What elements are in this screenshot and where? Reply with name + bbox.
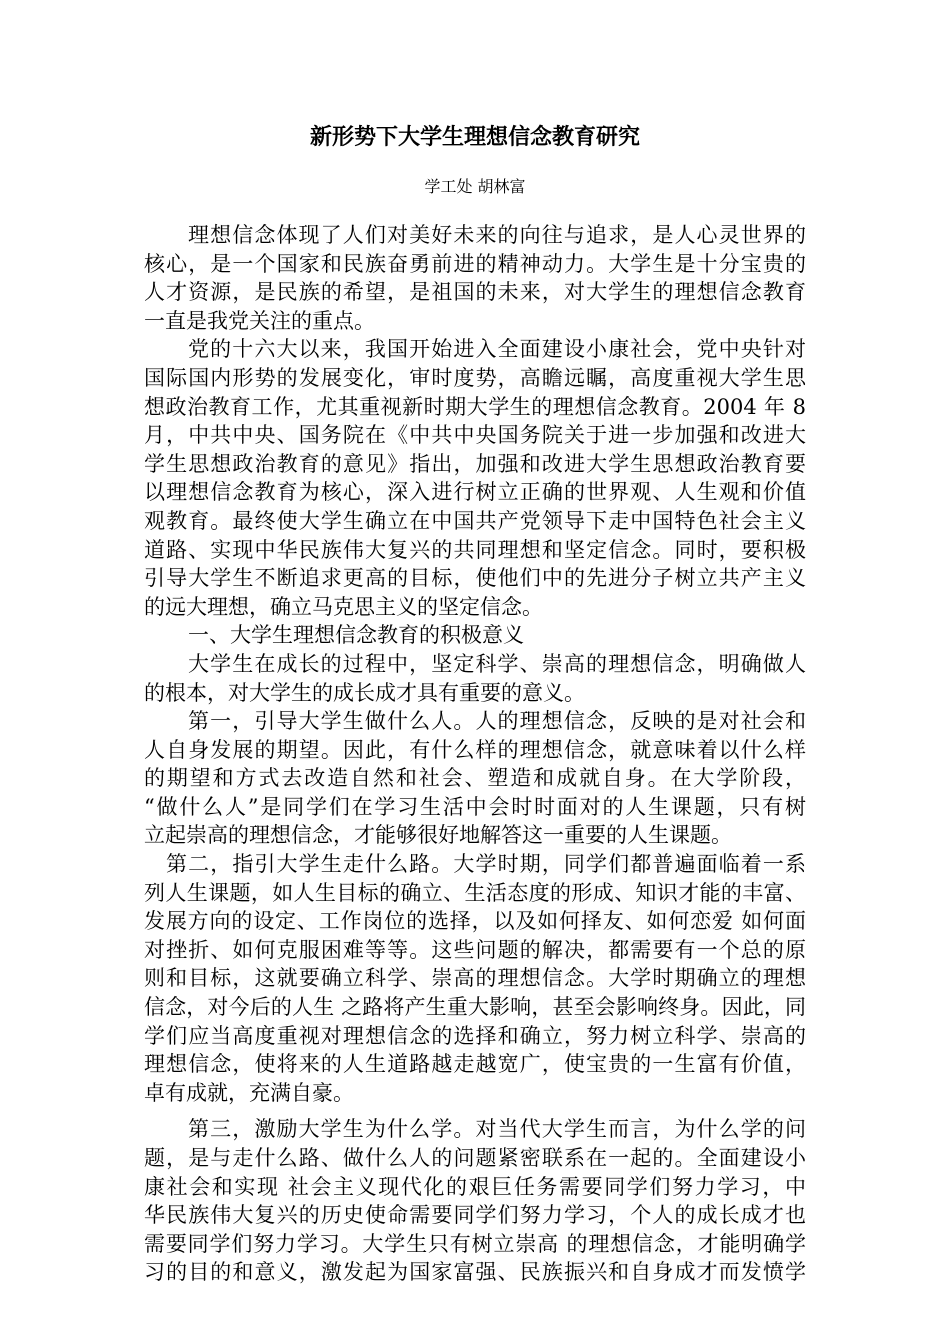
document-title: 新形势下大学生理想信念教育研究 [309, 124, 640, 150]
paragraph-gap [144, 1107, 806, 1115]
text-line: 卓有成就，充满自豪。 [144, 1080, 354, 1105]
text-line: 发展方向的设定、工作岗位的选择，以及如何择友、如何恋爱 如何面 [144, 909, 806, 934]
text-line: 第三，激励大学生为什么学。对当代大学生而言，为什么学的问 [188, 1117, 806, 1142]
text-line: 的期望和方式去改造自然和社会、塑造和成就自身。在大学阶段， [144, 766, 806, 791]
text-line: 华民族伟大复兴的历史使命需要同学们努力学习，个人的成长成才也 [144, 1203, 806, 1228]
text-line: “做什么人”是同学们在学习生活中会时时面对的人生课题，只有树 [144, 794, 806, 819]
text-line: 想政治教育工作，尤其重视新时期大学生的理想信念教育。2004 年 8 [144, 394, 806, 419]
text-line: 大学生在成长的过程中，坚定科学、崇高的理想信念，明确做人 [188, 651, 806, 676]
text-line: 列人生课题，如人生目标的确立、生活态度的形成、知识才能的丰富、 [144, 880, 806, 905]
text-line: 一直是我党关注的重点。 [144, 308, 375, 333]
text-line: 国际国内形势的发展变化，审时度势，高瞻远瞩，高度重视大学生思 [144, 365, 806, 390]
text-line: 学们应当高度重视对理想信念的选择和确立，努力树立科学、崇高的 [144, 1023, 806, 1048]
text-line: 道路、实现中华民族伟大复兴的共同理想和坚定信念。同时，要积极 [144, 537, 806, 562]
text-line: 的远大理想，确立马克思主义的坚定信念。 [144, 594, 543, 619]
text-line: 月，中共中央、国务院在《中共中央国务院关于进一步加强和改进大 [144, 423, 806, 448]
document-author: 学工处 胡林富 [424, 177, 526, 196]
text-line: 理想信念体现了人们对美好未来的向往与追求，是人心灵世界的 [188, 223, 806, 247]
text-line: 立起崇高的理想信念，才能够很好地解答这一重要的人生课题。 [144, 823, 732, 848]
text-line: 学生思想政治教育的意见》指出，加强和改进大学生思想政治教育要 [144, 451, 806, 476]
text-line: 观教育。最终使大学生确立在中国共产党领导下走中国特色社会主义 [144, 508, 806, 533]
text-line: 需要同学们努力学习。大学生只有树立崇高 的理想信念，才能明确学 [144, 1231, 806, 1256]
text-line: 题，是与走什么路、做什么人的问题紧密联系在一起的。全面建设小 [144, 1146, 806, 1170]
document-body [144, 221, 806, 1287]
text-line: 信念，对今后的人生 之路将产生重大影响，甚至会影响终身。因此，同 [144, 995, 806, 1020]
text-line: 核心，是一个国家和民族奋勇前进的精神动力。大学生是十分宝贵的 [144, 251, 806, 276]
text-line: 党的十六大以来，我国开始进入全面建设小康社会，党中央针对 [188, 337, 806, 362]
section-heading: 一、大学生理想信念教育的积极意义 [188, 623, 524, 648]
text-line: 对挫折、如何克服困难等等。这些问题的解决，都需要有一个总的原 [144, 937, 806, 962]
text-line: 的根本，对大学生的成长成才具有重要的意义。 [144, 680, 585, 705]
text-line: 理想信念，使将来的人生道路越走越宽广，使宝贵的一生富有价值， [144, 1052, 806, 1077]
text-line: 引导大学生不断追求更高的目标，使他们中的先进分子树立共产主义 [144, 566, 806, 591]
text-line: 第二，指引大学生走什么路。大学时期，同学们都普遍面临着一系 [166, 852, 806, 877]
text-line: 人自身发展的期望。因此，有什么样的理想信念，就意味着以什么样 [144, 737, 806, 762]
text-line: 康社会和实现 社会主义现代化的艰巨任务需要同学们努力学习，中 [144, 1174, 806, 1199]
text-line: 则和目标，这就要确立科学、崇高的理想信念。大学时期确立的理想 [144, 966, 806, 991]
text-line: 以理想信念教育为核心，深入进行树立正确的世界观、人生观和价值 [144, 480, 806, 505]
text-line: 人才资源，是民族的希望，是祖国的未来，对大学生的理想信念教育 [144, 280, 806, 305]
text-line: 第一，引导大学生做什么人。人的理想信念，反映的是对社会和 [188, 709, 806, 734]
text-line: 习的目的和意义，激发起为国家富强、民族振兴和自身成才而发愤学 [144, 1260, 806, 1285]
